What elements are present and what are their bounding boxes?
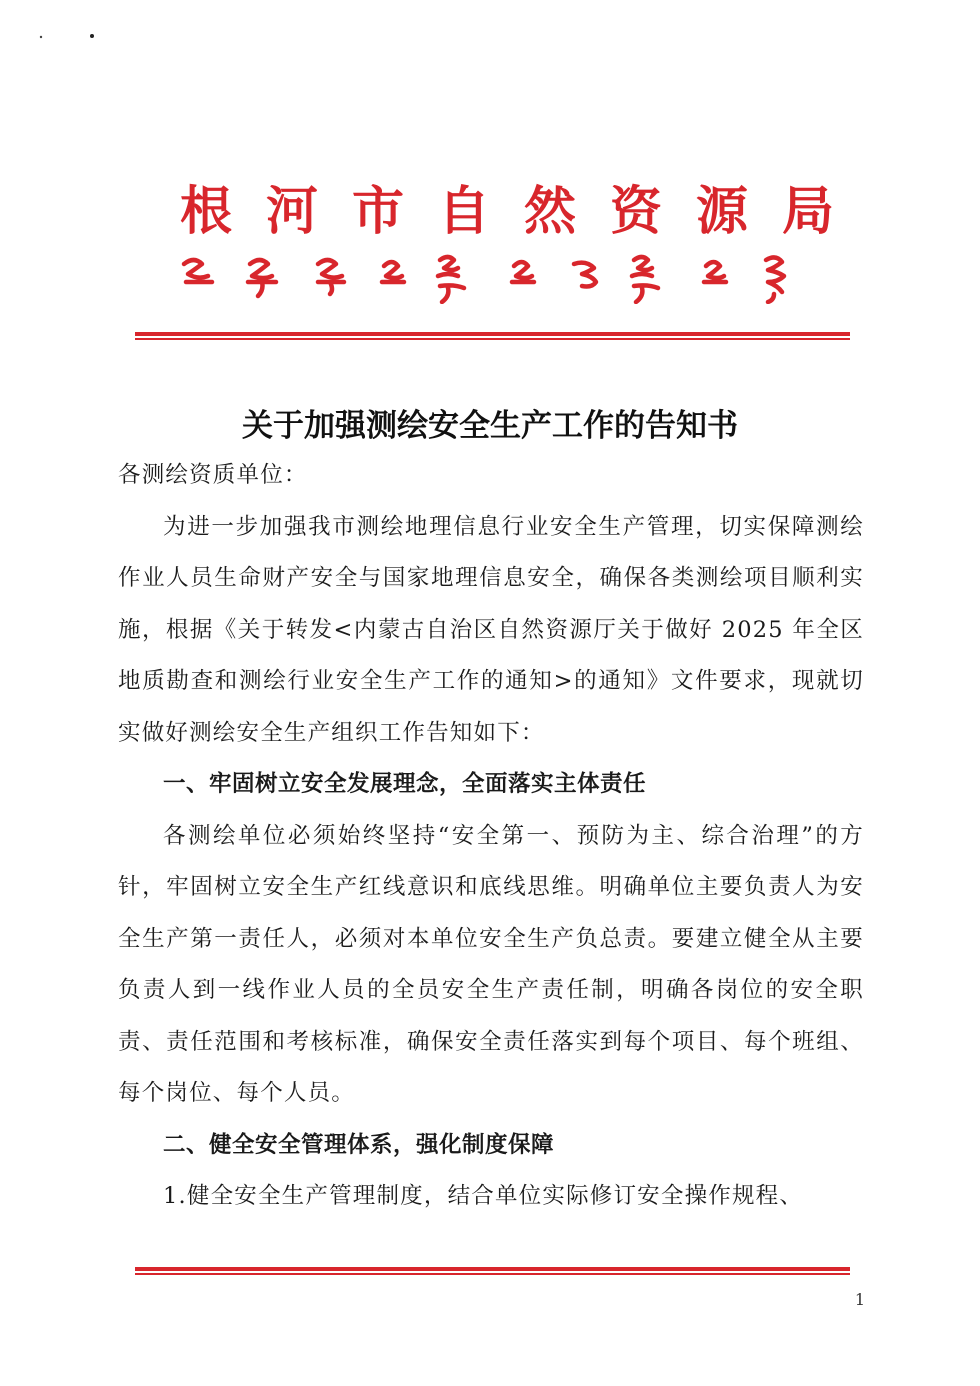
mongolian-script-org-name <box>178 248 818 304</box>
section-paragraph-1: 各测绘单位必须始终坚持“安全第一、预防为主、综合治理”的方针，牢固树立安全生产红线意识和底线思维。明确单位主要负责人为安全生产第一责任人，必须对本单位安全生产负总责。要建立健全从主要负责人到一线作业人员的全员安全生产责任制，明确各岗位的安全职责、责任范围和考核标准，确保安全责任落实到每个项目、每个班组、每个岗位、每个人员。 <box>118 822 864 1106</box>
footer-red-rule <box>135 1267 850 1274</box>
document-text <box>118 450 864 1223</box>
page-number: 1 <box>854 1290 866 1309</box>
section-paragraph-2: 1.健全安全生产管理制度，结合单位实际修订安全操作规程、 <box>163 1183 804 1209</box>
document-title: 关于加强测绘安全生产工作的告知书 <box>242 407 738 444</box>
org-name: 根河市自然资源局 <box>179 181 868 242</box>
scan-specks <box>0 0 980 120</box>
addressee: 各测绘资质单位： <box>118 462 308 488</box>
section-heading-2: 二、健全安全管理体系，强化制度保障 <box>163 1131 555 1158</box>
intro-paragraph: 为进一步加强我市测绘地理信息行业安全生产管理，切实保障测绘作业人员生命财产安全与国家地理信息安全，确保各类测绘项目顺利实施，根据《关于转发<内蒙古自治区自然资源厅关于做好 2025 年全区地质勘查和测绘行业安全生产工作的通知>的通知》文件要求，现就切实做好测绘安全生产组织工作告知如下： <box>118 513 864 746</box>
section-heading-1: 一、牢固树立安全发展理念，全面落实主体责任 <box>163 771 647 797</box>
letterhead-red-rule <box>135 332 850 339</box>
